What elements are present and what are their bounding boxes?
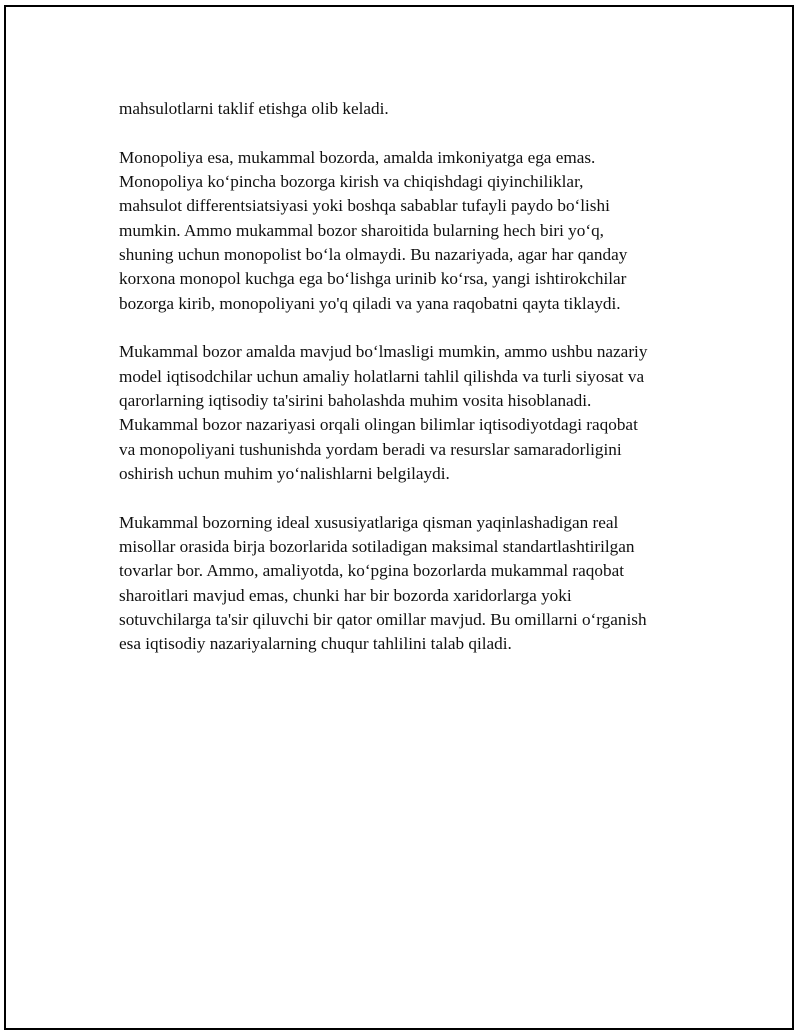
paragraph-real-examples: Mukammal bozorning ideal xususiyatlariga qisman yaqinlashadigan real misollar orasida birja bozorlarida sotiladigan maksimal standartlashtirilgan tovarlar bor. Ammo, amaliyotda, ko‘pgina bozorlarda mukammal raqobat sharoitlari mavjud emas, chunki har bir bozorda xaridorlarga yoki sotuvchilarga ta'sir qiluvchi bir qator omillar mavjud. Bu omillarni o‘rganish esa iqtisodiy nazariyalarning chuqur tahlilini talab qiladi. — [119, 512, 647, 654]
paragraph-theoretical-model: Mukammal bozor amalda mavjud bo‘lmasligi mumkin, ammo ushbu nazariy model iqtisodchilar uchun amaliy holatlarni tahlil qilishda va turli siyosat va qarorlarning iqtisodiy ta'sirini baholashda muhim vosita hisoblanadi. Mukammal bozor nazariyasi orqali olingan bilimlar iqtisodiyotdagi raqobat va monopoliyani tushunishda yordam beradi va resurslar samaradorligini oshirish uchun muhim yo‘nalishlarni belgilaydi. — [119, 342, 648, 483]
paragraph-continuation: mahsulotlarni taklif etishga olib keladi. — [119, 99, 389, 118]
document-body — [119, 97, 719, 681]
page-border — [4, 5, 794, 1030]
paragraph-monopoly: Monopoliya esa, mukammal bozorda, amalda imkoniyatga ega emas. Monopoliya ko‘pincha bozorga kirish va chiqishdagi qiyinchiliklar, mahsulot differentsiatsiyasi yoki boshqa sabablar tufayli paydo bo‘lishi mumkin. Ammo mukammal bozor sharoitida bularning hech biri yo‘q, shuning uchun monopolist bo‘la olmaydi. Bu nazariyada, agar har qanday korxona monopol kuchga ega bo‘lishga urinib ko‘rsa, yangi ishtirokchilar bozorga kirib, monopoliyani yo'q qiladi va yana raqobatni qayta tiklaydi. — [119, 147, 628, 313]
